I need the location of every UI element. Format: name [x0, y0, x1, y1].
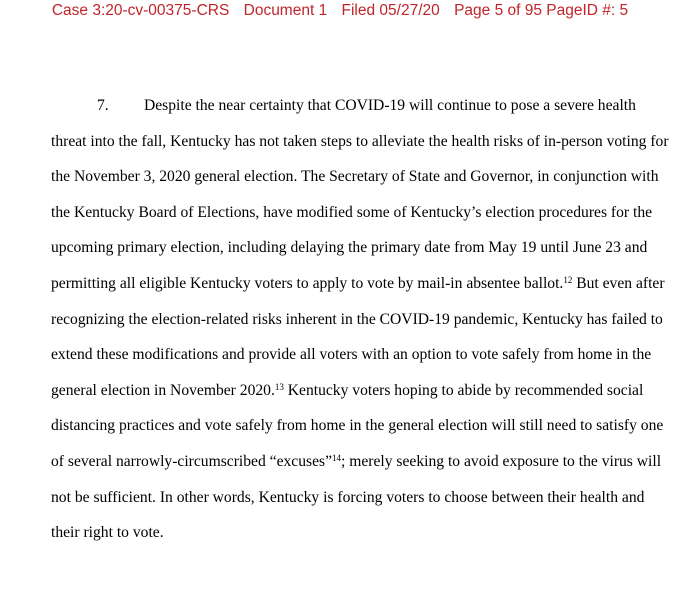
page-id: Page 5 of 95 PageID #: 5 — [454, 2, 629, 19]
sentence-4: ; merely seeking to avoid exposure to the virus will not be sufficient. In other words, Kentucky is forcing voters to choose between their health and their right to vote. — [51, 452, 662, 542]
paragraph-number: 7. — [97, 97, 109, 114]
footnote-ref-12: 12 — [563, 274, 573, 285]
document-number: Document 1 — [243, 2, 328, 19]
sentence-2: But even after recognizing the election-related risks inherent in the COVID-19 pandemic, Kentucky has failed to extend these modifications and provide all voters with an option to vote safely from home in the general election in November 2020. — [51, 274, 665, 399]
case-header — [0, 2, 680, 20]
paragraph-7 — [51, 88, 673, 551]
footnote-ref-13: 13 — [274, 381, 284, 392]
case-number: Case 3:20-cv-00375-CRS — [51, 2, 230, 19]
footnote-ref-14: 14 — [332, 452, 341, 463]
filed-date: Filed 05/27/20 — [341, 2, 440, 19]
sentence-3: Kentucky voters hoping to abide by recommended social distancing practices and vote safely from home in the general election will still need to satisfy one of several narrowly-circumscribed “excuses” — [51, 381, 664, 470]
sentence-1: Despite the near certainty that COVID-19 will continue to pose a severe health threat into the fall, Kentucky has not taken steps to alleviate the health risks of in-person voting for the November 3, 2020 general election. The Secretary of State and Governor, in conjunction with the Kentucky Board of Elections, have modified some of Kentucky’s election procedures for the upcoming primary election, including delaying the primary date from May 19 until June 23 and permitting all eligible Kentucky voters to apply to vote by mail-in absentee ballot. — [51, 97, 669, 292]
